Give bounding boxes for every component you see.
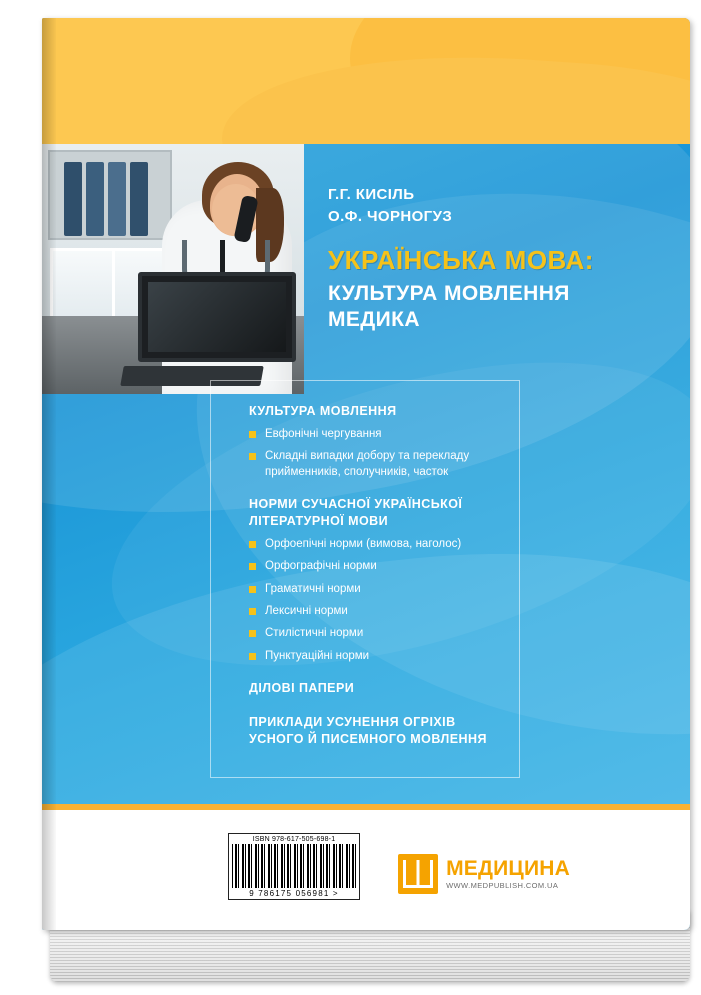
contents-item: Орфоепічні норми (вимова, наголос) — [249, 537, 505, 552]
photo-shelf — [48, 150, 172, 240]
book — [20, 10, 680, 975]
yellow-divider-rule — [42, 804, 690, 810]
barcode-digits: 9 786175 056981 > — [249, 889, 339, 898]
authors-block — [328, 184, 452, 228]
barcode-bars — [232, 844, 356, 888]
barcode — [228, 833, 360, 900]
contents-heading-2: НОРМИ СУЧАСНОЇ УКРАЇНСЬКОЇ ЛІТЕРАТУРНОЇ МОВИ — [249, 497, 463, 528]
photo-binder — [86, 162, 104, 236]
book-cover — [42, 18, 690, 930]
title-block — [328, 246, 628, 332]
contents-item: Орфографічні норми — [249, 559, 505, 574]
contents-heading-4: ПРИКЛАДИ УСУНЕННЯ ОГРІХІВ УСНОГО Й ПИСЕМНОГО МОВЛЕННЯ — [249, 714, 487, 747]
contents-heading-1: КУЛЬТУРА МОВЛЕННЯ — [249, 404, 397, 418]
barcode-isbn-text: ISBN 978-617-505-698-1 — [252, 836, 336, 843]
bottom-white-band — [42, 804, 690, 930]
contents-heading-3: ДІЛОВІ ПАПЕРИ — [249, 681, 355, 696]
author-1: Г.Г. КИСІЛЬ — [328, 186, 415, 203]
publisher-text — [446, 858, 570, 890]
photo-binder — [64, 162, 82, 236]
photo-binder — [130, 162, 148, 236]
book-title-subtitle: КУЛЬТУРА МОВЛЕННЯ МЕДИКА — [328, 282, 570, 331]
contents-item: Граматичні норми — [249, 582, 505, 597]
publisher-website: WWW.MEDPUBLISH.COM.UA — [446, 881, 559, 891]
photo-monitor — [138, 272, 296, 362]
publisher-mark-icon — [398, 854, 438, 894]
contents-frame — [210, 380, 520, 778]
publisher-logo — [398, 854, 570, 894]
top-yellow-band — [42, 18, 690, 146]
cover-photo-doctor — [42, 144, 304, 394]
contents-item: Складні випадки добору та перекладу прийменників, сполучників, часток — [249, 449, 505, 480]
contents-item: Евфонічні чергування — [249, 427, 505, 442]
book-title-main: УКРАЇНСЬКА МОВА: — [328, 245, 594, 275]
contents-item: Лексичні норми — [249, 604, 505, 619]
publisher-name: МЕДИЦИНА — [446, 857, 570, 881]
photo-binder — [108, 162, 126, 236]
contents-item: Пунктуаційні норми — [249, 649, 505, 664]
author-2: О.Ф. ЧОРНОГУЗ — [328, 207, 453, 225]
contents-item: Стилістичні норми — [249, 626, 505, 641]
